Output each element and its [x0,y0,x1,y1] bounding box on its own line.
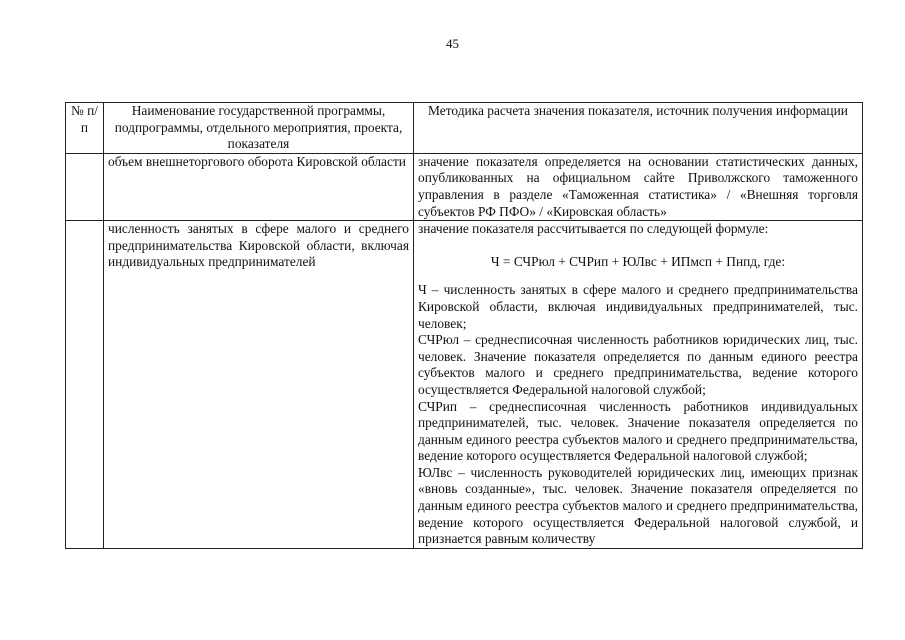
formula: Ч = СЧРюл + СЧРип + ЮЛвс + ИПмсп + Пнпд, где: [490,253,786,269]
row-number [66,221,104,549]
indicator-name: численность занятых в сфере малого и среднего предпринимательства Кировской области, включая индивидуальных предпринимателей [104,221,414,549]
header-name: Наименование государственной программы, подпрограммы, отдельного мероприятия, проекта, показателя [104,103,414,154]
definition-item: Ч – численность занятых в сфере малого и среднего предпринимательства Кировской области, включая индивидуальных предпринимателей, тыс. человек; [418,282,858,331]
header-method: Методика расчета значения показателя, источник получения информации [414,103,863,154]
definition-item: ЮЛвс – численность руководителей юридических лиц, имеющих признак «вновь созданные», тыс. человек. Значение показателя определяется по данным единого реестра субъектов малого и среднего предпринимательства, ведение которого осуществляется Федеральной налоговой службой, и признается равным количеству [418,464,858,547]
row-number [66,153,104,220]
header-number: № п/п [66,103,104,154]
definition-item: СЧРюл – среднесписочная численность работников юридических лиц, тыс. человек. Значение показателя определяется по данным единого реестра субъектов малого и среднего предпринимательства, ведение которого осуществляется Федеральной налоговой службой; [418,332,858,397]
table-header [66,103,863,154]
page-number: 45 [446,36,459,51]
table-row [66,153,863,220]
methodology-table [65,102,863,549]
method-intro: значение показателя рассчитывается по следующей формуле: [418,221,769,237]
definition-item: СЧРип – среднесписочная численность работников индивидуальных предпринимателей, тыс. человек. Значение показателя определяется по данным единого реестра субъектов малого и среднего предпринимательства, ведение которого осуществляется Федеральной налоговой службой; [418,398,858,464]
table-row [66,221,863,549]
indicator-method: значение показателя определяется на основании статистических данных, опубликованных на официальном сайте Приволжского таможенного управления в разделе «Таможенная статистика» / «Внешняя торговля субъектов РФ ПФО» / «Кировская область» [414,153,863,220]
indicator-name: объем внешнеторгового оборота Кировской области [104,153,414,220]
indicator-method [414,221,863,549]
